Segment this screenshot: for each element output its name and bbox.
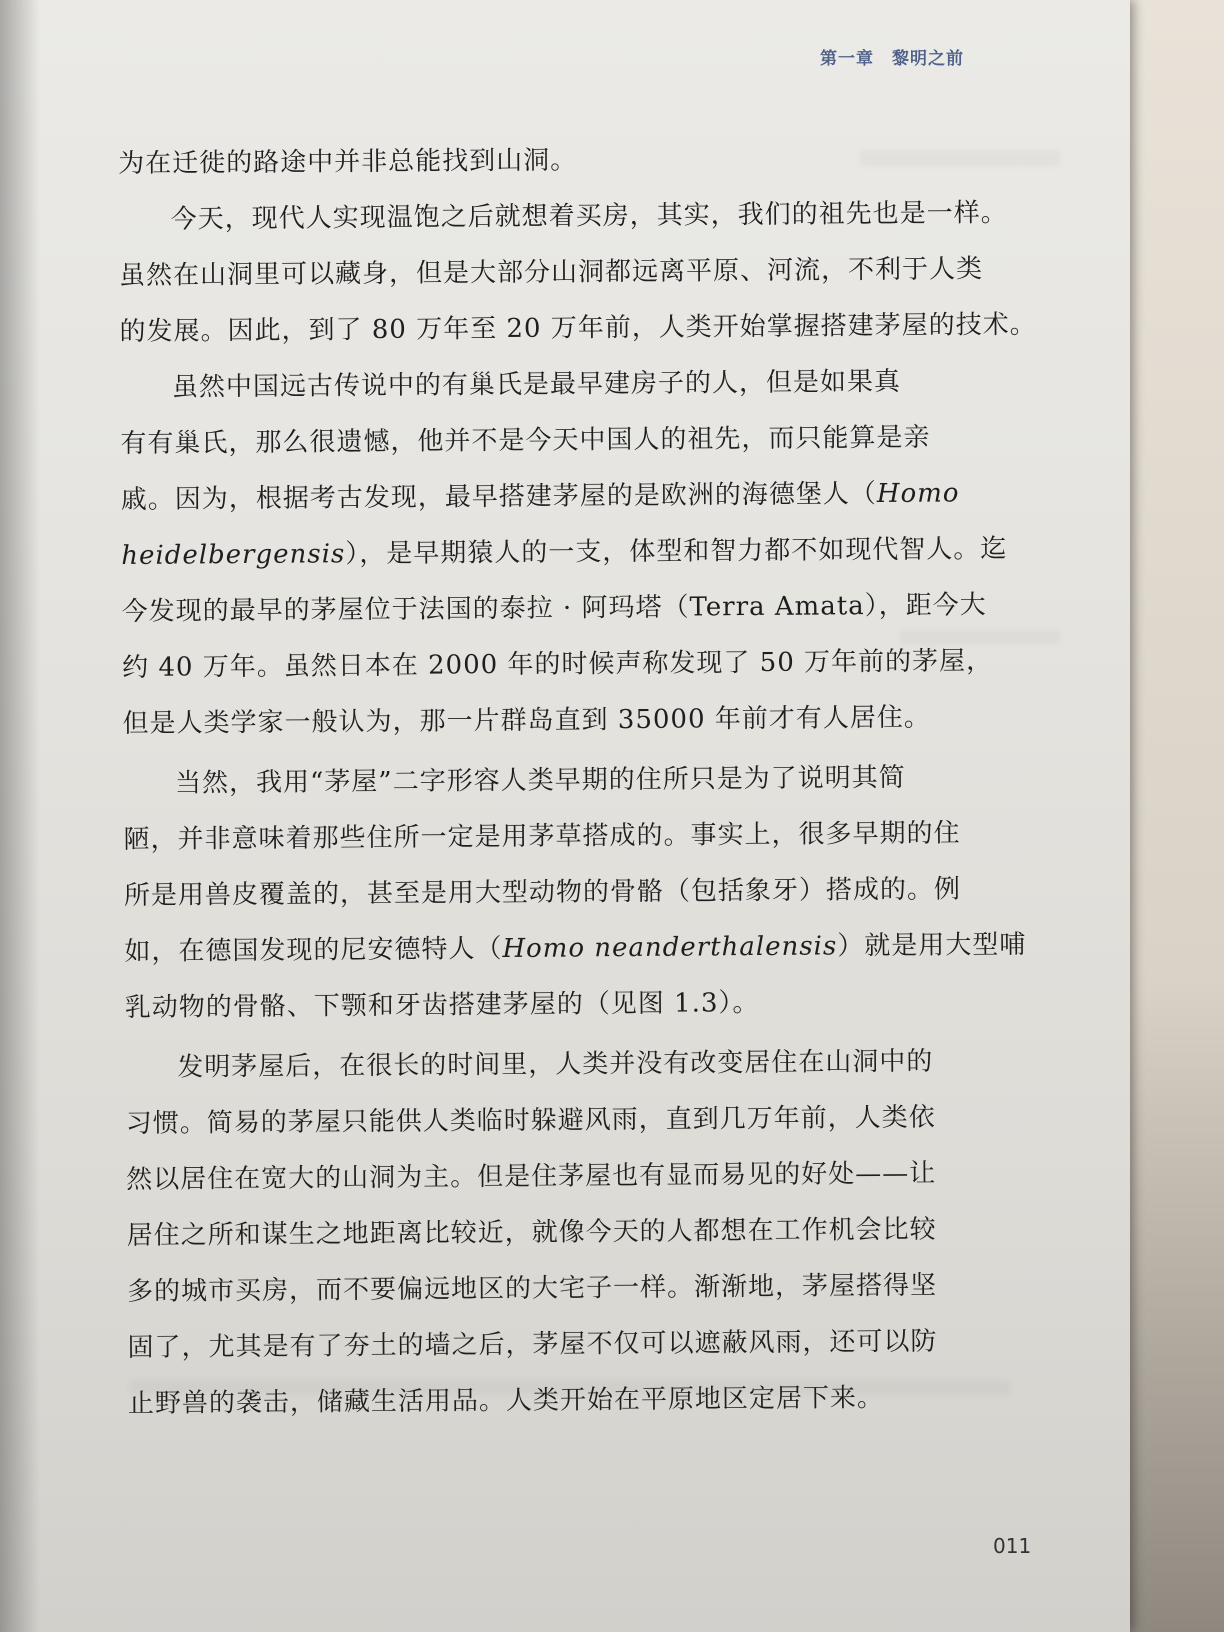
latin-species-name: Homo neanderthalensis	[502, 931, 838, 965]
text-line: 然以居住在宽大的山洞为主。但是住茅屋也有显而易见的好处——让	[126, 1158, 937, 1195]
text-span: ）就是用大型哺	[837, 929, 1027, 962]
text-line	[121, 521, 1008, 584]
text-line: 居住之所和谋生之地距离比较近，就像今天的人都想在工作机会比较	[126, 1214, 937, 1251]
text-span: 戚。因为，根据考古发现，最早搭建茅屋的是欧洲的海德堡人（	[120, 479, 877, 515]
text-line: 虽然中国远古传说中的有巢氏是最早建房子的人，但是如果真	[171, 366, 902, 403]
text-line: 有有巢氏，那么很遗憾，他并不是今天中国人的祖先，而只能算是亲	[120, 422, 931, 459]
page-number: 011	[993, 1534, 1032, 1558]
latin-species-name: heidelbergensis	[121, 539, 346, 571]
text-line: 当然，我用“茅屋”二字形容人类早期的住所只是为了说明其简	[174, 762, 906, 799]
text-line: 今天，现代人实现温饱之后就想着买房，其实，我们的祖先也是一样。	[170, 198, 1008, 235]
text-line: 固了，尤其是有了夯土的墙之后，茅屋不仅可以遮蔽风雨，还可以防	[127, 1326, 938, 1363]
text-line: 所是用兽皮覆盖的，甚至是用大型动物的骨骼（包括象牙）搭成的。例	[123, 874, 962, 911]
body-text	[118, 129, 1037, 1432]
text-line: 今发现的最早的茅屋位于法国的泰拉 · 阿玛塔（Terra Amata），距今大	[121, 590, 987, 627]
latin-species-name: Homo	[876, 478, 960, 510]
running-header: 第一章 黎明之前	[820, 49, 964, 69]
text-line	[124, 917, 1027, 980]
text-line: 但是人类学家一般认为，那一片群岛直到 35000 年前才有人居住。	[122, 702, 931, 739]
text-line: 乳动物的骨骼、下颚和牙齿搭建茅屋的（见图 1.3）。	[124, 987, 760, 1023]
text-line: 止野兽的袭击，储藏生活用品。人类开始在平原地区定居下来。	[127, 1383, 885, 1419]
text-line: 的发展。因此，到了 80 万年至 20 万年前，人类开始掌握搭建茅屋的技术。	[119, 309, 1037, 347]
text-line: 约 40 万年。虽然日本在 2000 年的时候声称发现了 50 万年前的茅屋，	[122, 646, 994, 683]
text-span: ），是早期猿人的一支，体型和智力都不如现代智人。迄	[345, 534, 1008, 570]
text-line: 陋，并非意味着那些住所一定是用茅草搭成的。事实上，很多早期的住	[123, 818, 961, 855]
text-span: 如，在德国发现的尼安德特人（	[124, 934, 503, 967]
text-line: 发明茅屋后，在很长的时间里，人类并没有改变居住在山洞中的	[177, 1046, 934, 1083]
text-line	[121, 465, 1001, 528]
text-line: 习惯。简易的茅屋只能供人类临时躲避风雨，直到几万年前，人类依	[125, 1102, 936, 1139]
text-line: 虽然在山洞里可以藏身，但是大部分山洞都远离平原、河流，不利于人类	[118, 254, 984, 291]
text-line: 多的城市买房，而不要偏远地区的大宅子一样。渐渐地，茅屋搭得坚	[126, 1270, 938, 1307]
text-line: 为在迁徙的路途中并非总能找到山洞。	[118, 145, 578, 179]
spine-shadow	[0, 0, 40, 1632]
